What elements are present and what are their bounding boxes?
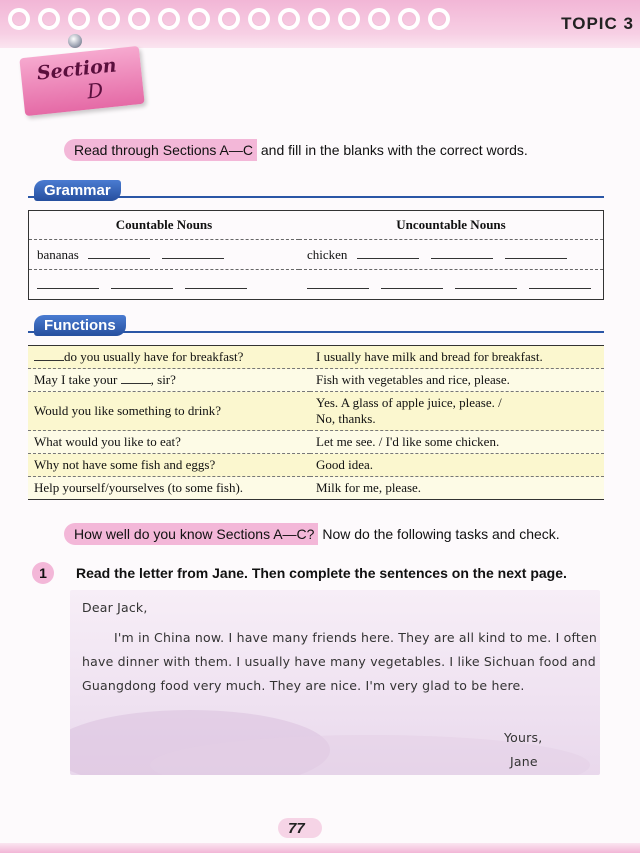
table-row bbox=[28, 369, 604, 392]
uncountable-example: chicken bbox=[307, 246, 348, 262]
countable-header: Countable Nouns bbox=[115, 217, 213, 232]
intro-highlight: Read through Sections A—C bbox=[64, 139, 257, 161]
uncountable-blank[interactable] bbox=[381, 278, 443, 289]
circle-decoration-icon bbox=[218, 8, 240, 30]
intro-instruction bbox=[64, 142, 528, 158]
uncountable-blank[interactable] bbox=[357, 248, 419, 259]
function-left: Would you like something to drink? bbox=[28, 392, 310, 431]
section-badge bbox=[19, 46, 144, 116]
check-instruction bbox=[64, 526, 560, 542]
circle-decoration-icon bbox=[98, 8, 120, 30]
function-right: Milk for me, please. bbox=[310, 477, 604, 500]
check-rest: Now do the following tasks and check. bbox=[318, 526, 560, 542]
countable-blank[interactable] bbox=[185, 278, 247, 289]
page-number: 77 bbox=[288, 820, 305, 837]
task-instruction: Read the letter from Jane. Then complete the sentences on the next page. bbox=[76, 565, 567, 581]
function-right: I usually have milk and bread for breakfast. bbox=[310, 346, 604, 369]
table-row bbox=[28, 392, 604, 431]
function-left: What would you like to eat? bbox=[28, 431, 310, 454]
function-left: May I take your bbox=[34, 372, 118, 387]
circle-decoration-icon bbox=[428, 8, 450, 30]
countable-blank[interactable] bbox=[162, 248, 224, 259]
letter-line: Guangdong food very much. They are nice. I'm very glad to be here. bbox=[82, 678, 525, 693]
countable-blank[interactable] bbox=[88, 248, 150, 259]
section-letter: D bbox=[85, 77, 105, 104]
table-row bbox=[28, 431, 604, 454]
circle-decoration-icon bbox=[128, 8, 150, 30]
circle-decoration-icon bbox=[158, 8, 180, 30]
countable-example: bananas bbox=[37, 246, 79, 262]
letter-line: have dinner with them. I usually have many vegetables. I like Sichuan food and bbox=[82, 654, 596, 669]
table-row bbox=[28, 477, 604, 500]
letter-line: I'm in China now. I have many friends here. They are all kind to me. I often bbox=[114, 630, 597, 645]
countable-blank[interactable] bbox=[111, 278, 173, 289]
circle-decoration-icon bbox=[368, 8, 390, 30]
circle-decoration-icon bbox=[38, 8, 60, 30]
circle-decoration-icon bbox=[68, 8, 90, 30]
topic-label: TOPIC 3 bbox=[561, 14, 634, 33]
table-row bbox=[28, 346, 604, 369]
grammar-table bbox=[28, 210, 604, 300]
uncountable-header: Uncountable Nouns bbox=[396, 217, 506, 232]
letter-box bbox=[70, 590, 600, 775]
circle-decoration-icon bbox=[188, 8, 210, 30]
letter-greeting: Dear Jack, bbox=[82, 600, 148, 615]
countable-blank[interactable] bbox=[37, 278, 99, 289]
letter-signature: Jane bbox=[510, 754, 538, 769]
function-right: Yes. A glass of apple juice, please. / bbox=[316, 395, 502, 410]
circle-decoration-icon bbox=[8, 8, 30, 30]
top-banner bbox=[0, 0, 640, 48]
pushpin-icon bbox=[68, 34, 82, 48]
grammar-heading: Grammar bbox=[34, 180, 121, 201]
uncountable-blank[interactable] bbox=[431, 248, 493, 259]
function-right: No, thanks. bbox=[316, 411, 376, 426]
letter-closing: Yours, bbox=[504, 730, 543, 745]
function-left: Why not have some fish and eggs? bbox=[28, 454, 310, 477]
circle-decoration-icon bbox=[338, 8, 360, 30]
uncountable-blank[interactable] bbox=[505, 248, 567, 259]
function-right: Fish with vegetables and rice, please. bbox=[310, 369, 604, 392]
intro-rest: and fill in the blanks with the correct words. bbox=[257, 142, 528, 158]
function-right: Good idea. bbox=[310, 454, 604, 477]
uncountable-blank[interactable] bbox=[455, 278, 517, 289]
circle-decoration-icon bbox=[248, 8, 270, 30]
section-word: Section bbox=[35, 54, 118, 85]
decorative-circles bbox=[8, 8, 450, 30]
functions-table bbox=[28, 345, 604, 500]
circle-decoration-icon bbox=[398, 8, 420, 30]
table-row bbox=[29, 270, 604, 300]
table-row bbox=[28, 454, 604, 477]
circle-decoration-icon bbox=[308, 8, 330, 30]
function-right: Let me see. / I'd like some chicken. bbox=[310, 431, 604, 454]
check-highlight: How well do you know Sections A—C? bbox=[64, 523, 318, 545]
circle-decoration-icon bbox=[278, 8, 300, 30]
uncountable-blank[interactable] bbox=[529, 278, 591, 289]
function-blank[interactable] bbox=[121, 373, 151, 384]
function-left-tail: , sir? bbox=[150, 372, 176, 387]
function-left: Help yourself/yourselves (to some fish). bbox=[28, 477, 310, 500]
function-blank[interactable] bbox=[34, 350, 64, 361]
bottom-banner bbox=[0, 843, 640, 853]
table-row bbox=[29, 240, 604, 270]
task-number: 1 bbox=[32, 562, 54, 584]
uncountable-blank[interactable] bbox=[307, 278, 369, 289]
functions-heading: Functions bbox=[34, 315, 126, 336]
function-left: do you usually have for breakfast? bbox=[64, 349, 244, 364]
